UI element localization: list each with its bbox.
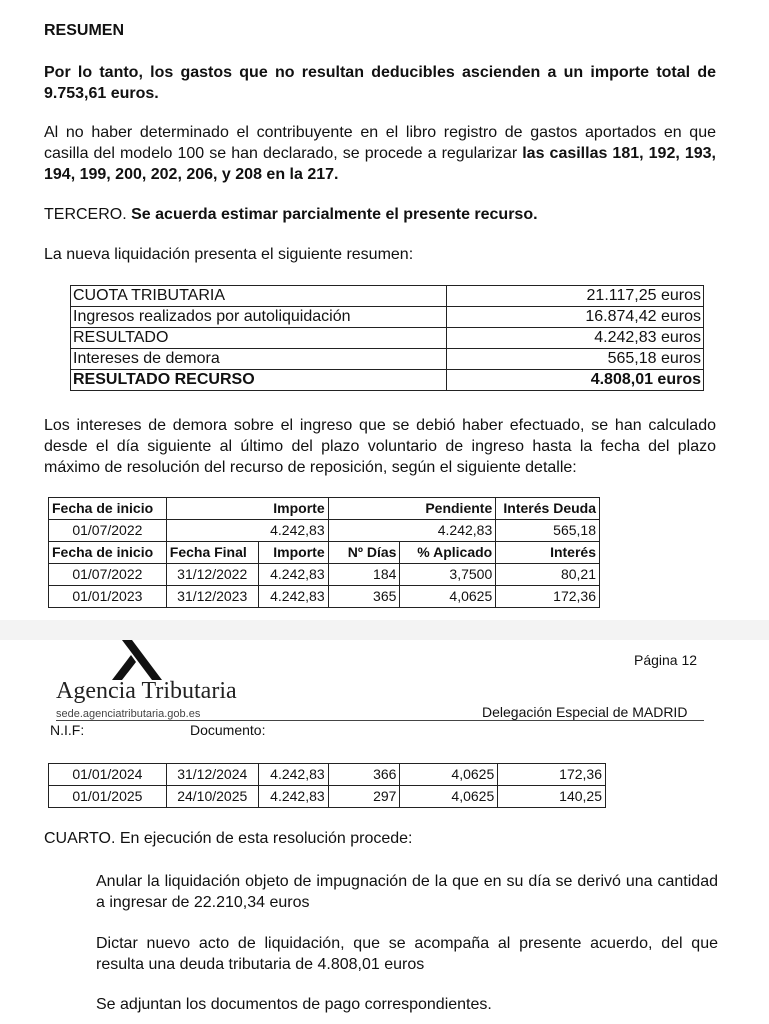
summary-row [71, 328, 704, 349]
col-fecha-final: Fecha Final [166, 542, 258, 564]
cell-importe: 4.242,83 [258, 564, 328, 586]
col-importe: Importe [166, 498, 328, 520]
col-dias: Nº Días [328, 542, 400, 564]
header-divider [56, 720, 704, 721]
table-row [49, 520, 600, 542]
cuarto-paragraph: CUARTO. En ejecución de esta resolución procede: [44, 830, 413, 847]
cell-importe: 4.242,83 [258, 764, 328, 786]
summary-label: RESULTADO [71, 328, 447, 349]
nueva-liquidacion-text: La nueva liquidación presenta el siguiente resumen: [44, 246, 414, 263]
summary-label: Intereses de demora [71, 349, 447, 370]
cell-interes: 172,36 [496, 586, 600, 608]
summary-row-total [71, 370, 704, 391]
summary-row [71, 286, 704, 307]
summary-row [71, 349, 704, 370]
cell-inicio: 01/01/2023 [49, 586, 167, 608]
adjuntan-paragraph: Se adjuntan los documentos de pago correspondientes. [96, 996, 492, 1013]
cell-final: 24/10/2025 [166, 786, 258, 808]
col-aplicado: % Aplicado [400, 542, 496, 564]
agency-logo-icon [108, 640, 164, 680]
col-fecha-inicio: Fecha de inicio [49, 498, 167, 520]
cell-final: 31/12/2024 [166, 764, 258, 786]
detail-header-row [49, 542, 600, 564]
cell-inicio: 01/01/2024 [49, 764, 167, 786]
summary-label: RESULTADO RECURSO [71, 370, 447, 391]
page-break [0, 620, 769, 640]
resumen-heading: RESUMEN [44, 22, 125, 39]
total-paragraph: Por lo tanto, los gastos que no resultan deducibles ascienden a un importe total de 9.753,61 euros. [44, 64, 716, 102]
col-interes: Interés [496, 542, 600, 564]
cell-pendiente: 4.242,83 [328, 520, 496, 542]
agency-name: Agencia Tributaria [56, 678, 237, 704]
cell-aplicado: 3,7500 [400, 564, 496, 586]
detail-header-row [49, 498, 600, 520]
cell-inicio: 01/07/2022 [49, 564, 167, 586]
summary-row [71, 307, 704, 328]
casillas-paragraph: Al no haber determinado el contribuyente en el libro registro de gastos aportados en que casilla del modelo 100 se han declarado, se procede a regularizar las casillas 181, 192, 193, 194, 199, 200, 202, 206, y 208 en la 217. [44, 124, 716, 183]
table-row [49, 786, 606, 808]
cell-interes: 565,18 [496, 520, 600, 542]
cell-interes: 172,36 [498, 764, 606, 786]
summary-label: CUOTA TRIBUTARIA [71, 286, 447, 307]
summary-value: 21.117,25 euros [447, 286, 704, 307]
cell-importe: 4.242,83 [258, 786, 328, 808]
cell-importe: 4.242,83 [166, 520, 328, 542]
col-importe: Importe [258, 542, 328, 564]
summary-value: 4.242,83 euros [447, 328, 704, 349]
table-row [49, 586, 600, 608]
cell-dias: 297 [328, 786, 400, 808]
dictar-paragraph: Dictar nuevo acto de liquidación, que se acompaña al presente acuerdo, del que resulta una deuda tributaria de 4.808,01 euros [96, 935, 718, 973]
summary-table [70, 285, 704, 391]
tercero-paragraph: TERCERO. Se acuerda estimar parcialmente el presente recurso. [44, 206, 538, 223]
col-pendiente: Pendiente [328, 498, 496, 520]
intereses-paragraph: Los intereses de demora sobre el ingreso que se debió haber efectuado, se han calculado desde el día siguiente al último del plazo voluntario de ingreso hasta la fecha del plazo máximo de resolución del recurso de reposición, según el siguiente detalle: [44, 417, 716, 476]
detail-table [48, 497, 600, 608]
cell-inicio: 01/01/2025 [49, 786, 167, 808]
anular-paragraph: Anular la liquidación objeto de impugnación de la que en su día se derivó una cantidad a ingresar de 22.210,34 euros [96, 873, 718, 911]
table-row [49, 564, 600, 586]
cell-dias: 366 [328, 764, 400, 786]
cell-dias: 365 [328, 586, 400, 608]
cell-aplicado: 4,0625 [400, 764, 498, 786]
summary-value: 4.808,01 euros [447, 370, 704, 391]
table-row [49, 764, 606, 786]
cell-aplicado: 4,0625 [400, 786, 498, 808]
cell-fecha: 01/07/2022 [49, 520, 167, 542]
cell-final: 31/12/2023 [166, 586, 258, 608]
delegacion: Delegación Especial de MADRID [482, 704, 688, 720]
cell-dias: 184 [328, 564, 400, 586]
cell-importe: 4.242,83 [258, 586, 328, 608]
cell-interes: 140,25 [498, 786, 606, 808]
cell-aplicado: 4,0625 [400, 586, 496, 608]
agency-site: sede.agenciatributaria.gob.es [56, 708, 201, 720]
nif-label: N.I.F: [50, 722, 85, 738]
page-number: Página 12 [634, 652, 698, 668]
summary-value: 565,18 euros [447, 349, 704, 370]
summary-label: Ingresos realizados por autoliquidación [71, 307, 447, 328]
documento-label: Documento: [190, 722, 266, 738]
cell-final: 31/12/2022 [166, 564, 258, 586]
col-interes-deuda: Interés Deuda [496, 498, 600, 520]
detail-table-continued [48, 763, 606, 808]
col-fecha-inicio: Fecha de inicio [49, 542, 167, 564]
summary-value: 16.874,42 euros [447, 307, 704, 328]
cell-interes: 80,21 [496, 564, 600, 586]
